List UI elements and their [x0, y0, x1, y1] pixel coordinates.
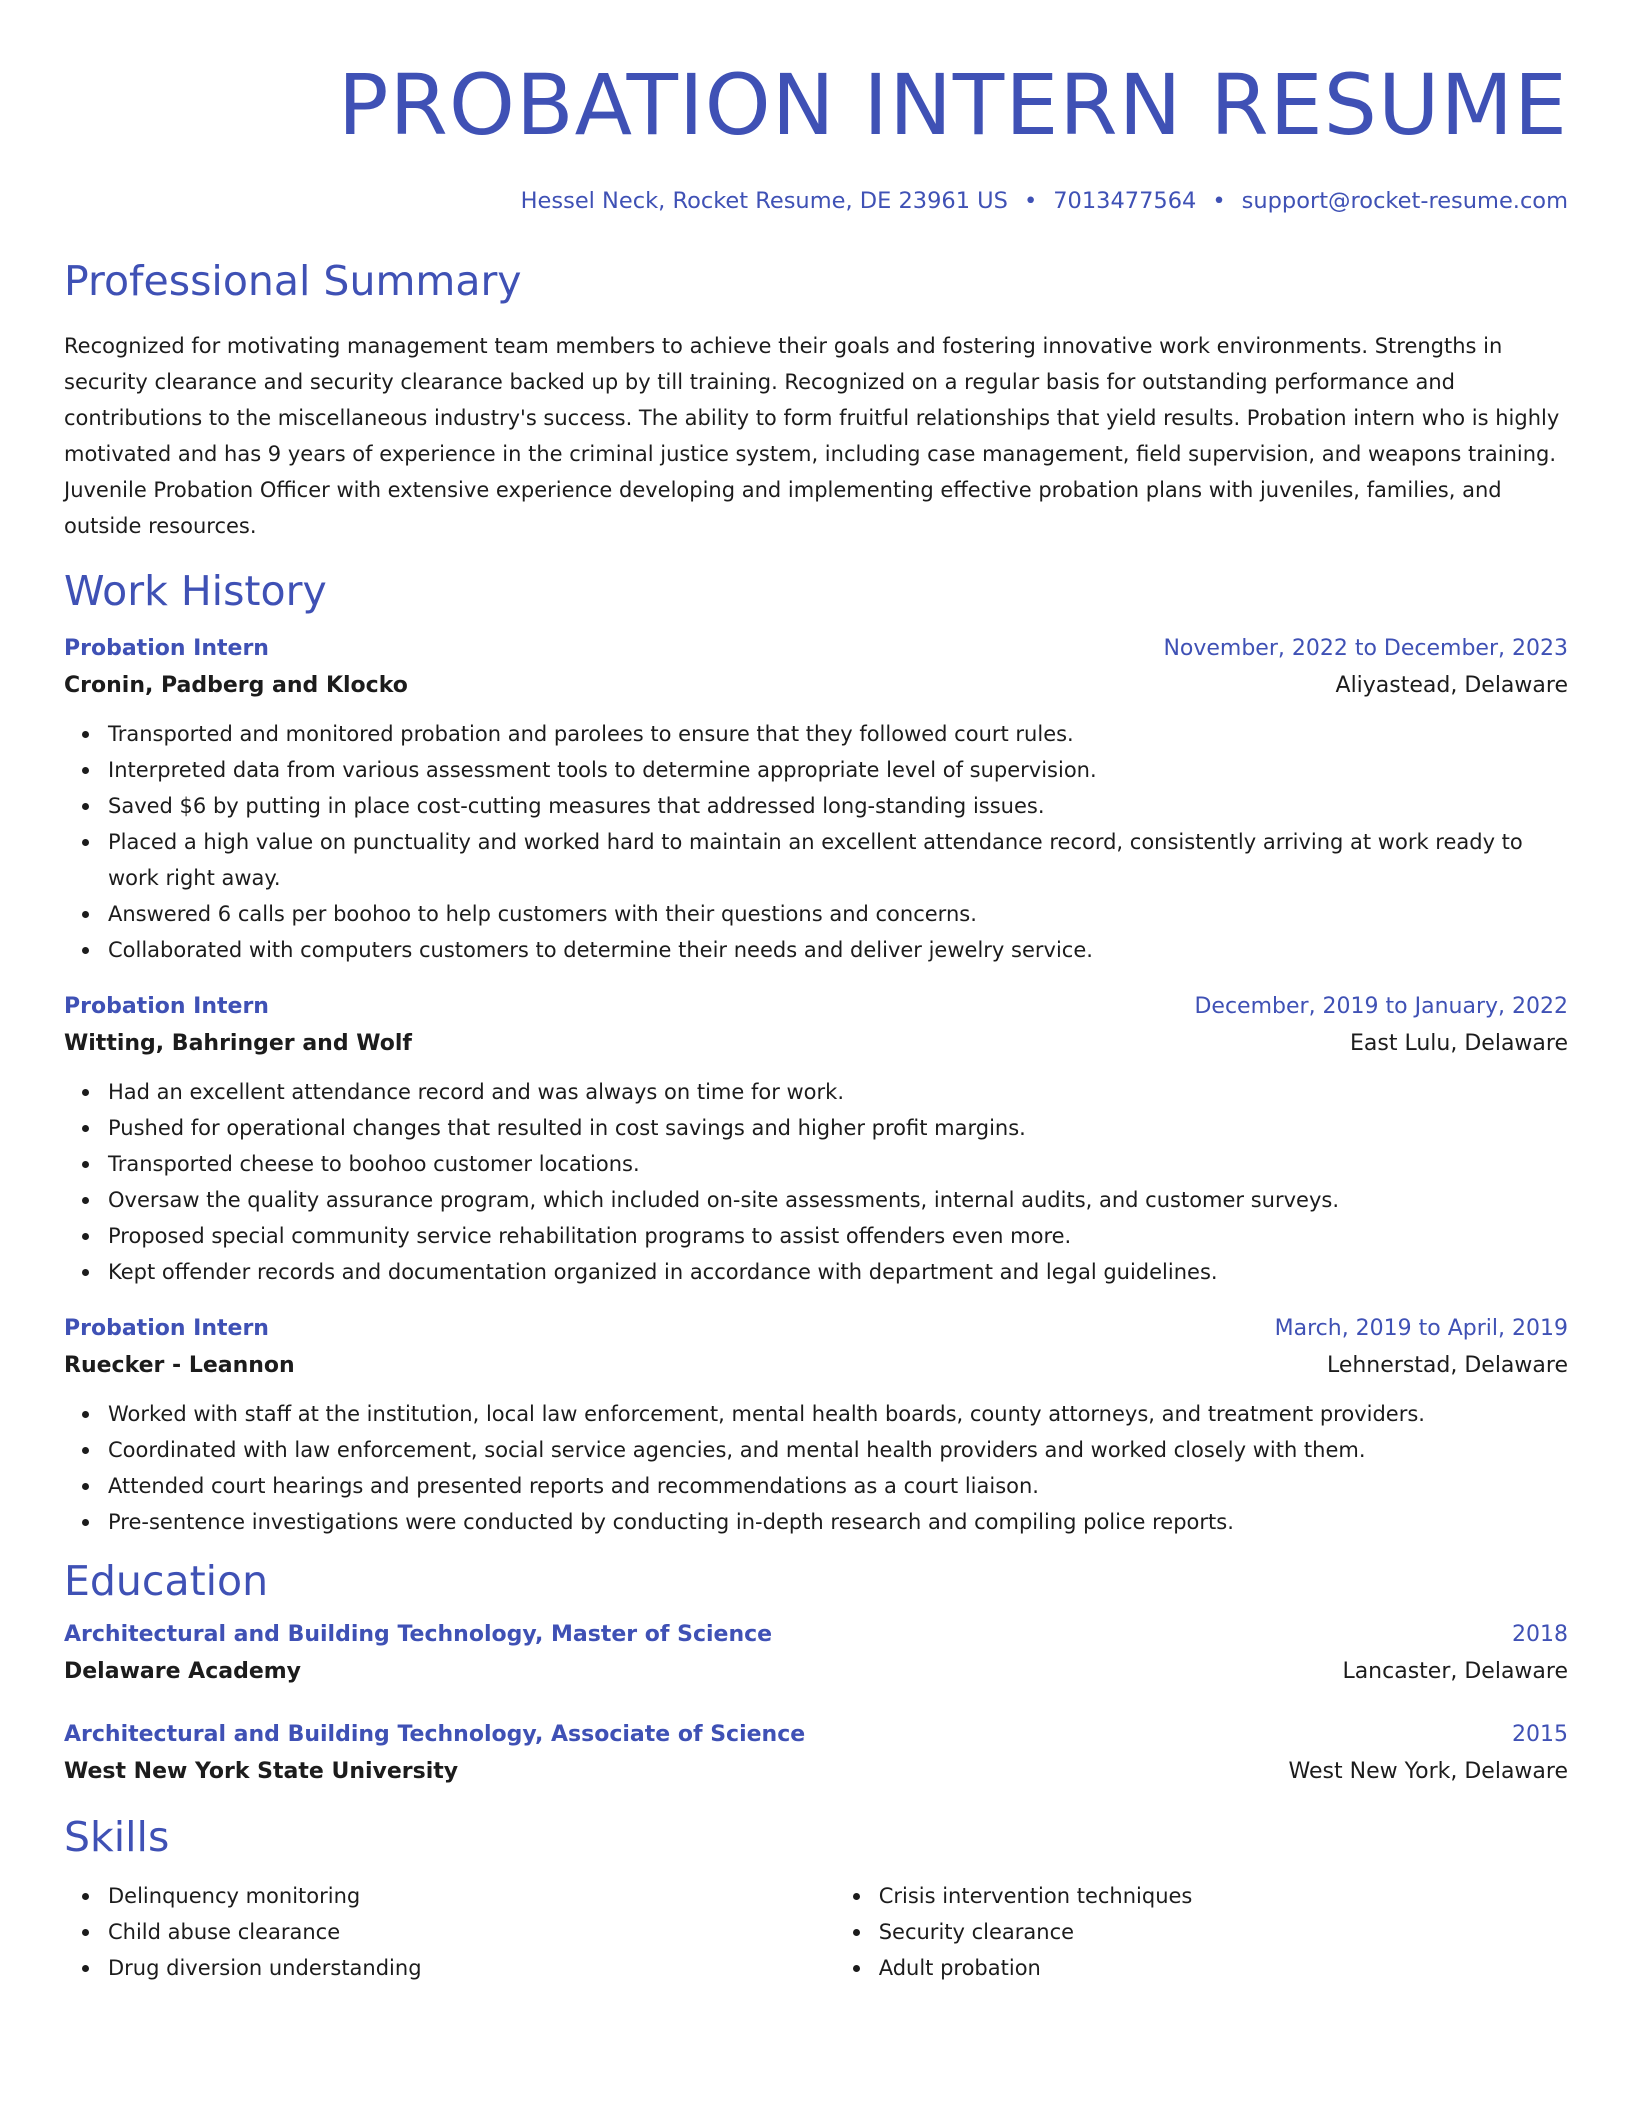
education-school: West New York State University [64, 1759, 459, 1784]
job-bullet: Pushed for operational changes that resulted in cost savings and higher profit margins. [108, 1110, 1568, 1146]
job-company-row [64, 1346, 1568, 1386]
job-bullets [64, 1074, 1568, 1290]
job-bullet: Had an excellent attendance record and was always on time for work. [108, 1074, 1568, 1110]
skills-column-left [64, 1878, 835, 1986]
job-bullet: Answered 6 calls per boohoo to help customers with their questions and concerns. [108, 896, 1568, 932]
job-company-row [64, 1024, 1568, 1064]
education-degree: Architectural and Building Technology, Associate of Science [64, 1722, 806, 1747]
job-location: Aliyastead, Delaware [1335, 673, 1568, 698]
skill-item: Delinquency monitoring [108, 1878, 835, 1914]
job-company-row [64, 666, 1568, 706]
education-year: 2015 [1512, 1722, 1568, 1747]
education-school: Delaware Academy [64, 1659, 302, 1684]
job-company: Cronin, Padberg and Klocko [64, 673, 408, 698]
summary-text: Recognized for motivating management team members to achieve their goals and fostering innovative work environments. Strengths in security clearance and security clearance backed up by till training. Recognized on a regular basis for outstanding performance and contributions to the miscellaneous industry's success. The ability to form fruitful relationships that yield results. Probation intern who is highly motivated and has 9 years of experience in the criminal justice system, including case management, field supervision, and weapons training. Juvenile Probation Officer with extensive experience developing and implementing effective probation plans with juveniles, families, and outside resources. [64, 334, 1560, 538]
job-location: East Lulu, Delaware [1350, 1031, 1568, 1056]
skills-column-right [835, 1878, 1568, 1986]
job-location: Lehnerstad, Delaware [1326, 1353, 1568, 1378]
job-dates: November, 2022 to December, 2023 [1163, 636, 1568, 661]
education-school-row [64, 1652, 1568, 1692]
contact-email[interactable]: support@rocket-resume.com [1241, 188, 1568, 214]
job-bullet: Pre-sentence investigations were conducted by conducting in-depth research and compiling police reports. [108, 1504, 1568, 1540]
job-bullet: Coordinated with law enforcement, social service agencies, and mental health providers and worked closely with them. [108, 1432, 1568, 1468]
job-header-row [64, 990, 1568, 1024]
education-location: West New York, Delaware [1288, 1759, 1568, 1784]
job-company: Ruecker - Leannon [64, 1353, 295, 1378]
education-location: Lancaster, Delaware [1342, 1659, 1568, 1684]
job-bullet: Proposed special community service rehabilitation programs to assist offenders even more. [108, 1218, 1568, 1254]
resume-header [64, 50, 1568, 216]
job-dates: March, 2019 to April, 2019 [1274, 1316, 1568, 1341]
education-year: 2018 [1512, 1622, 1568, 1647]
education-school-row [64, 1752, 1568, 1792]
skills-list [64, 1878, 1568, 1986]
job-bullet: Saved $6 by putting in place cost-cutting measures that addressed long-standing issues. [108, 788, 1568, 824]
contact-phone[interactable]: 7013477564 [1053, 188, 1197, 214]
skill-item: Adult probation [879, 1950, 1568, 1986]
job-bullet: Attended court hearings and presented reports and recommendations as a court liaison. [108, 1468, 1568, 1504]
skill-item: Security clearance [879, 1914, 1568, 1950]
resume-title: PROBATION INTERN RESUME [337, 56, 1568, 154]
job-entry [64, 632, 1568, 968]
skills-heading: Skills [64, 1813, 170, 1861]
job-title: Probation Intern [64, 994, 269, 1019]
skill-item: Child abuse clearance [108, 1914, 835, 1950]
skill-item: Drug diversion understanding [108, 1950, 835, 1986]
job-bullet: Interpreted data from various assessment tools to determine appropriate level of supervision. [108, 752, 1568, 788]
job-bullet: Collaborated with computers customers to determine their needs and deliver jewelry service. [108, 932, 1568, 968]
job-bullets [64, 716, 1568, 968]
job-bullet: Transported cheese to boohoo customer locations. [108, 1146, 1568, 1182]
skill-item: Crisis intervention techniques [879, 1878, 1568, 1914]
job-title: Probation Intern [64, 636, 269, 661]
contact-line [64, 186, 1568, 216]
job-header-row [64, 632, 1568, 666]
summary-heading: Professional Summary [64, 257, 522, 305]
job-dates: December, 2019 to January, 2022 [1194, 994, 1568, 1019]
job-bullet: Transported and monitored probation and parolees to ensure that they followed court rules. [108, 716, 1568, 752]
job-title: Probation Intern [64, 1316, 269, 1341]
education-entry [64, 1618, 1568, 1692]
contact-address: Hessel Neck, Rocket Resume, DE 23961 US [520, 188, 1008, 214]
job-entry [64, 1312, 1568, 1540]
education-header-row [64, 1618, 1568, 1652]
education-header-row [64, 1718, 1568, 1752]
education-degree: Architectural and Building Technology, Master of Science [64, 1622, 773, 1647]
job-header-row [64, 1312, 1568, 1346]
education-entry [64, 1718, 1568, 1792]
contact-separator: • [1023, 188, 1038, 214]
job-entry [64, 990, 1568, 1290]
work-history-heading: Work History [64, 567, 327, 615]
job-bullet: Oversaw the quality assurance program, which included on-site assessments, internal audits, and customer surveys. [108, 1182, 1568, 1218]
education-heading: Education [64, 1557, 269, 1605]
contact-separator: • [1212, 188, 1226, 214]
job-company: Witting, Bahringer and Wolf [64, 1031, 412, 1056]
job-bullets [64, 1396, 1568, 1540]
job-bullet: Kept offender records and documentation organized in accordance with department and legal guidelines. [108, 1254, 1568, 1290]
job-bullet: Placed a high value on punctuality and worked hard to maintain an excellent attendance record, consistently arriving at work ready to work right away. [108, 824, 1568, 896]
job-bullet: Worked with staff at the institution, local law enforcement, mental health boards, county attorneys, and treatment providers. [108, 1396, 1568, 1432]
